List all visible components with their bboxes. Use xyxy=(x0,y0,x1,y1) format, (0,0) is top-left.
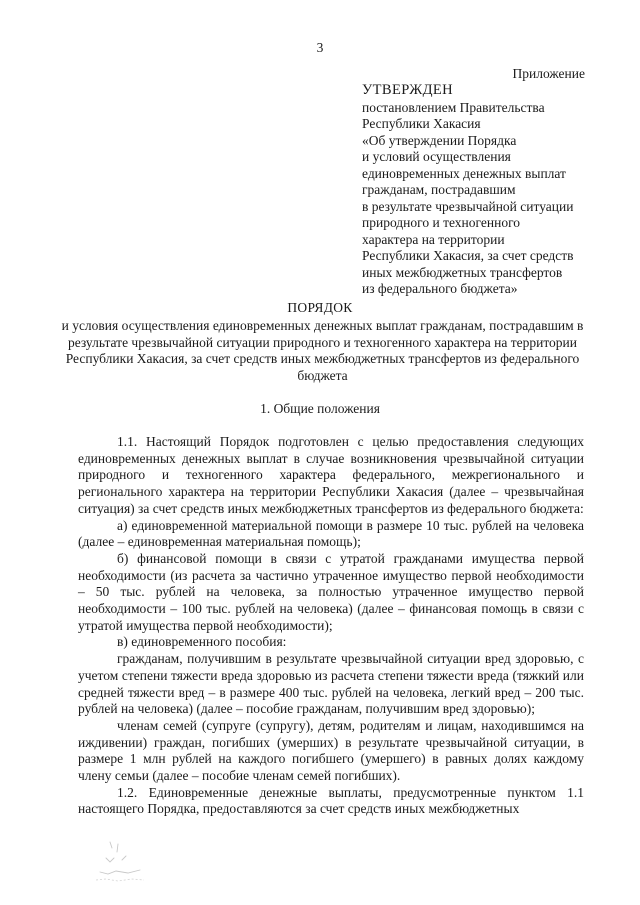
approval-line: в результате чрезвычайной ситуации xyxy=(362,198,574,214)
approval-block xyxy=(362,82,624,298)
paragraph-item-b: б) финансовой помощи в связи с утратой гражданами имущества первой необходимости (из расчета за частично утраченное имущество первой необходимости – 50 тыс. рублей на человека, за полностью утраченное имущество первой необходимости – 100 тыс. рублей на человека) (далее – финансовая помощь в связи с утратой имущества первой необходимости); xyxy=(78,550,584,633)
paragraph-1-1: 1.1. Настоящий Порядок подготовлен с целью предоставления следующих единовременных денежных выплат в случае возникновения чрезвычайной ситуации природного и техногенного характера федерального, межрегионального и регионального характера на территории Республики Хакасия (далее – чрезвычайная ситуация) за счет средств иных межбюджетных трансфертов из федерального бюджета: xyxy=(78,434,584,516)
page-number: 3 xyxy=(316,40,324,55)
paragraph-item-v: в) единовременного пособия: xyxy=(117,634,287,650)
approval-heading: УТВЕРЖДЕН xyxy=(362,82,454,98)
approval-line: «Об утверждении Порядка xyxy=(362,132,517,148)
approval-line: гражданам, пострадавшим xyxy=(362,182,516,197)
appendix-label: Приложение xyxy=(512,66,585,81)
paragraph-item-a: а) единовременной материальной помощи в размере 10 тыс. рублей на человека (далее – единовременная материальная помощь); xyxy=(78,517,584,550)
paragraph-1-2: 1.2. Единовременные денежные выплаты, предусмотренные пунктом 1.1 настоящего Порядка, предоставляются за счет средств иных межбюджетных xyxy=(78,784,584,817)
document-title: ПОРЯДОК xyxy=(287,300,353,315)
approval-line: из федерального бюджета» xyxy=(362,281,518,296)
approval-line: характера на территории xyxy=(362,231,505,247)
approval-line: Республики Хакасия xyxy=(362,116,481,131)
signature-mark-icon xyxy=(88,838,148,888)
section-heading: 1. Общие положения xyxy=(260,401,380,416)
approval-line: природного и техногенного xyxy=(362,215,521,230)
approval-line: единовременных денежных выплат xyxy=(362,165,566,181)
approval-line: Республики Хакасия, за счет средств xyxy=(362,248,574,263)
paragraph-injured-citizens: гражданам, получившим в результате чрезвычайной ситуации вред здоровью, с учетом степени тяжести вреда здоровью из расчета степени тяжести вреда (тяжкий или средней тяжести вред – в размере 400 тыс. рублей на человека, легкий вред – 200 тыс. рублей на человека) (далее – пособие гражданам, получившим вред здоровью); xyxy=(78,651,584,717)
document-body xyxy=(78,434,584,818)
approval-line: постановлением Правительства xyxy=(362,99,545,115)
approval-line: и условий осуществления xyxy=(362,149,511,164)
approval-line: иных межбюджетных трансфертов xyxy=(362,264,563,280)
paragraph-family-members: членам семей (супруге (супругу), детям, родителям и лицам, находившимся на иждивении) граждан, погибших (умерших) в результате чрезвычайной ситуации, в размере 1 млн рублей на каждого погибшего (умершего) в равных долях каждому члену семьи (далее – пособие членам семей погибших). xyxy=(78,717,584,784)
document-subtitle: и условия осуществления единовременных денежных выплат гражданам, пострадавшим в результате чрезвычайной ситуации природного и техногенного характера на территории Республики Хакасия, за счет средств иных межбюджетных трансфертов из федерального бюджета xyxy=(61,318,584,383)
